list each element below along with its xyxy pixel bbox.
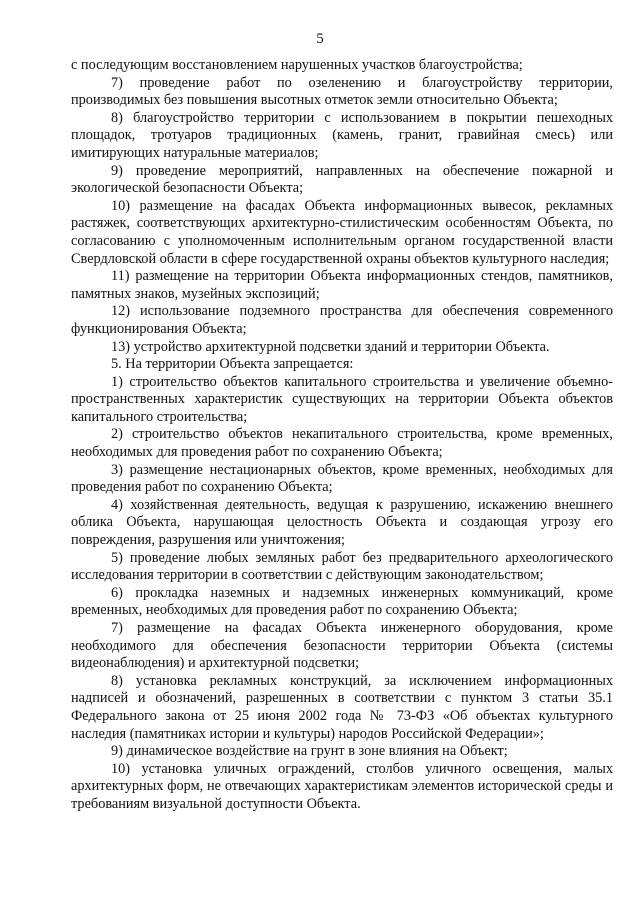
- paragraph-item-13: 13) устройство архитектурной подсветки зданий и территории Объекта.: [111, 338, 550, 355]
- prohibited-item-6: 6) прокладка наземных и надземных инженерных коммуникаций, кроме временных, необходимых для проведения работ по сохранению Объекта;: [71, 584, 613, 619]
- paragraph-item-12: 12) использование подземного пространства для обеспечения современного функционирования Объекта;: [71, 303, 613, 337]
- prohibited-item-5: 5) проведение любых земляных работ без предварительного археологического исследования территории в соответствии с действующим законодательством;: [71, 549, 613, 584]
- page-number: 5: [316, 31, 324, 47]
- prohibited-item-8: 8) установка рекламных конструкций, за исключением информационных надписей и обозначений, разрешенных в соответствии с пунктом 3 статьи 35.1 Федерального закона от 25 июня 2002 года № 73-ФЗ «Об объектах культурного наследия (памятниках истории и культуры) народов Российской Федерации»;: [71, 672, 613, 742]
- paragraph-continuation: с последующим восстановлением нарушенных участков благоустройства;: [71, 57, 523, 73]
- section-heading-5: 5. На территории Объекта запрещается:: [111, 356, 354, 373]
- prohibited-item-3: 3) размещение нестационарных объектов, кроме временных, необходимых для проведения работ по сохранению Объекта;: [71, 461, 613, 496]
- prohibited-item-9: 9) динамическое воздействие на грунт в зоне влияния на Объект;: [111, 743, 508, 760]
- paragraph-item-9: 9) проведение мероприятий, направленных на обеспечение пожарной и экологической безопасности Объекта;: [71, 162, 613, 197]
- paragraph-item-8: 8) благоустройство территории с использованием в покрытии пешеходных площадок, тротуаров традиционных (камень, гранит, гравийная смесь) или имитирующих натуральные материалов;: [71, 109, 613, 161]
- document-body: [71, 57, 613, 814]
- prohibited-item-4: 4) хозяйственная деятельность, ведущая к разрушению, искажению внешнего облика Объекта, нарушающая целостность Объекта и создающая угрозу его повреждения, разрушения или уничтожения;: [71, 496, 613, 549]
- paragraph-item-10: 10) размещение на фасадах Объекта информационных вывесок, рекламных растяжек, соответствующих архитектурно-стилистическим особенностям Объекта, по согласованию с уполномоченным исполнительным органом государственной власти Свердловской области в сфере государственной охраны объектов культурного наследия;: [71, 197, 613, 267]
- prohibited-item-7: 7) размещение на фасадах Объекта инженерного оборудования, кроме необходимого для обеспечения безопасности территории Объекта (системы видеонаблюдения) и архитектурной подсветки;: [71, 620, 613, 672]
- paragraph-item-11: 11) размещение на территории Объекта информационных стендов, памятников, памятных знаков, музейных экспозиций;: [71, 268, 613, 302]
- prohibited-item-2: 2) строительство объектов некапитального строительства, кроме временных, необходимых для проведения работ по сохранению Объекта;: [71, 426, 613, 461]
- prohibited-item-10: 10) установка уличных ограждений, столбов уличного освещения, малых архитектурных форм, не отвечающих характеристикам элементов исторической среды и требованиям визуальной доступности Объекта.: [71, 760, 613, 812]
- prohibited-item-1: 1) строительство объектов капитального строительства и увеличение объемно-пространственных характеристик существующих на территории Объекта объектов капитального строительства;: [71, 373, 613, 425]
- paragraph-item-7: 7) проведение работ по озеленению и благоустройству территории, производимых без повышения высотных отметок земли относительно Объекта;: [71, 74, 613, 109]
